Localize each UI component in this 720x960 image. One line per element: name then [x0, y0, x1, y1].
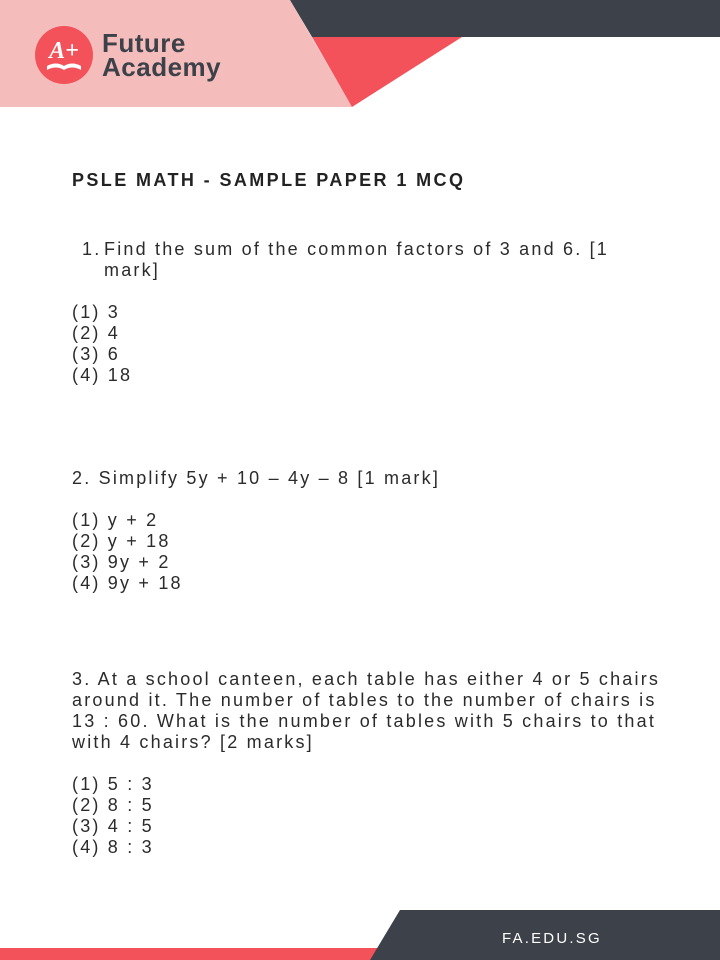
- brand-logo: [34, 25, 221, 85]
- option: (1) 3: [72, 302, 121, 322]
- logo-wordmark: [102, 28, 222, 82]
- question-1: [72, 239, 672, 386]
- option: (3) 4 : 5: [72, 816, 154, 836]
- answer-options: [72, 774, 672, 858]
- option: (4) 18: [72, 365, 133, 385]
- logo-line-2: Academy: [102, 52, 222, 82]
- footer-banner: [0, 905, 720, 960]
- option: (3) 6: [72, 344, 121, 364]
- website-url[interactable]: FA.EDU.SG: [502, 930, 602, 947]
- option: (4) 9y + 18: [72, 573, 183, 593]
- question-3: [72, 669, 672, 858]
- option: (4) 8 : 3: [72, 837, 154, 857]
- question-text: 2. Simplify 5y + 10 – 4y – 8 [1 mark]: [72, 468, 441, 488]
- option: (2) 4: [72, 323, 121, 343]
- logo-badge-icon: [34, 25, 94, 85]
- footer-red-stripe: [0, 948, 400, 960]
- option: (1) 5 : 3: [72, 774, 154, 794]
- option: (1) y + 2: [72, 510, 159, 530]
- header-dark-band: [290, 0, 720, 37]
- question-number: 1.: [82, 239, 102, 259]
- logo-mark: A+: [49, 38, 79, 64]
- question-text: 3. At a school canteen, each table has either 4 or 5 chairs around it. The number of tables to the number of chairs is 13 : 60. What is the number of tables with 5 chairs to that with 4 chairs? [2 marks]: [72, 669, 661, 752]
- answer-options: [72, 302, 672, 386]
- worksheet-content: [72, 170, 672, 858]
- option: (3) 9y + 2: [72, 552, 171, 572]
- question-2: [72, 468, 672, 594]
- page-title: PSLE MATH - SAMPLE PAPER 1 MCQ: [72, 170, 466, 190]
- logo-line-1: Future: [102, 28, 186, 58]
- option: (2) y + 18: [72, 531, 171, 551]
- question-text: Find the sum of the common factors of 3 and 6. [1 mark]: [104, 239, 610, 280]
- answer-options: [72, 510, 672, 594]
- option: (2) 8 : 5: [72, 795, 154, 815]
